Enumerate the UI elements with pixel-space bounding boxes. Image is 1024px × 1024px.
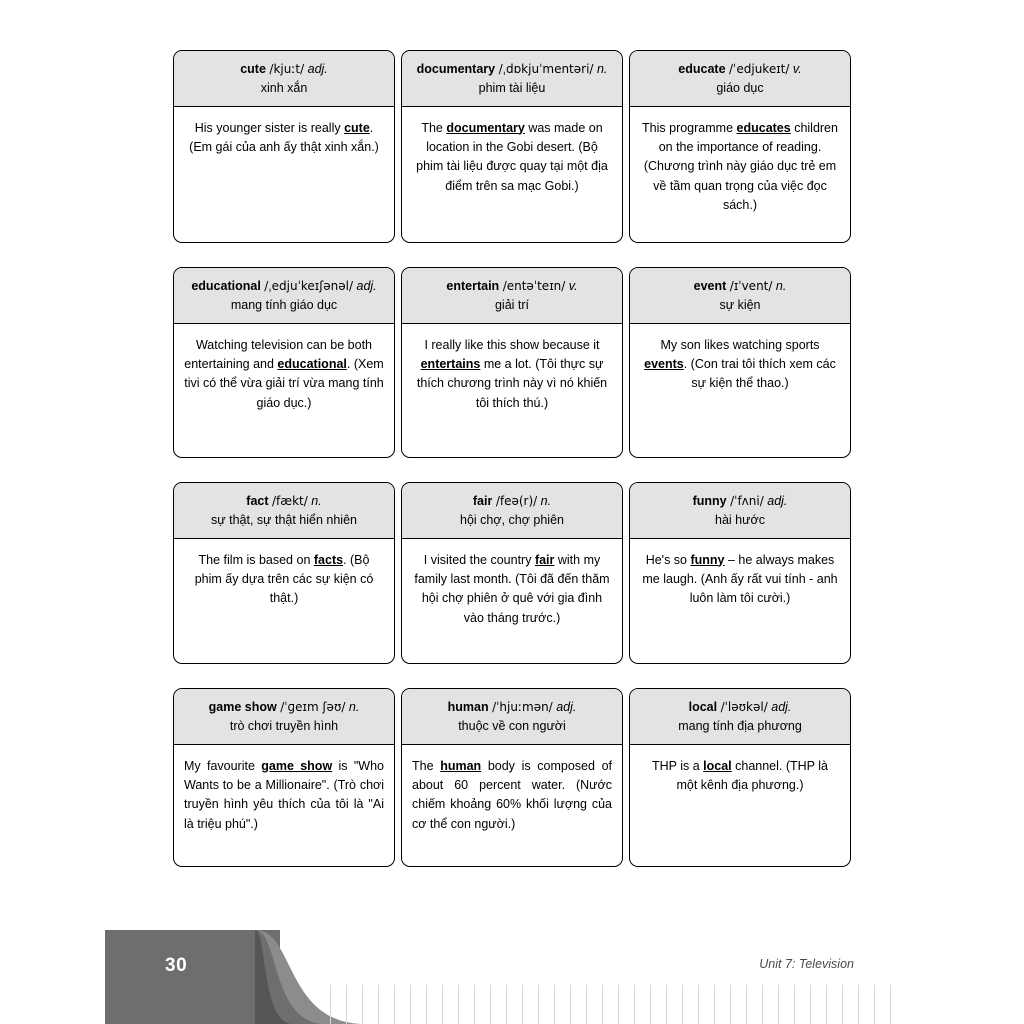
vocab-card-word-line (410, 492, 614, 510)
card-row (173, 482, 851, 664)
footer-line-decoration (330, 985, 920, 1024)
vocab-example: The documentary was made on location in the Gobi desert. (Bộ phim tài liệu được quay tại một địa điểm trên sa mạc Gobi.) (416, 120, 608, 193)
vocab-example: This programme educates children on the importance of reading. (Chương trình này giáo dục trẻ em về tầm quan trọng của việc đọc sách.) (642, 120, 838, 213)
unit-label: Unit 7: Television (759, 957, 854, 971)
vocab-card-word-line (638, 60, 842, 78)
vocab-part-of-speech: n. (596, 62, 608, 76)
vocab-part-of-speech: n. (348, 700, 360, 714)
vocab-example: The human body is composed of about 60 percent water. (Nước chiếm khoảng 60% khối lượng của cơ thể con người.) (412, 758, 612, 831)
vocab-example: He's so funny – he always makes me laugh. (Anh ấy rất vui tính - anh luôn làm tôi cười.) (642, 552, 838, 606)
vocab-card (629, 50, 851, 243)
vocab-card (629, 688, 851, 867)
vocab-part-of-speech: v. (568, 279, 578, 293)
vocab-card (401, 50, 623, 243)
vocab-ipa: /ˈfʌni/ (730, 494, 764, 508)
vocab-word: entertain (446, 279, 500, 293)
vocab-card-word-line (638, 698, 842, 716)
vocab-card-header (630, 268, 850, 324)
vocab-meaning: trò chơi truyền hình (229, 719, 339, 734)
vocab-card-header (402, 483, 622, 539)
vocab-card-word-line (182, 492, 386, 510)
vocab-part-of-speech: v. (792, 62, 802, 76)
vocab-ipa: /ˌdɒkjuˈmentəri/ (498, 62, 594, 76)
vocab-example: His younger sister is really cute. (Em gái của anh ấy thật xinh xắn.) (189, 120, 379, 154)
vocab-card (173, 267, 395, 458)
vocab-meaning: hài hước (715, 513, 765, 528)
vocab-card-header (630, 51, 850, 107)
vocab-card-header (630, 483, 850, 539)
vocab-part-of-speech: adj. (556, 700, 577, 714)
vocab-word: fair (472, 494, 493, 508)
vocab-card-header (174, 689, 394, 745)
vocab-meaning: hội chợ, chợ phiên (460, 513, 564, 528)
vocab-meaning: giáo dục (716, 81, 764, 96)
vocab-card-header (402, 268, 622, 324)
vocab-part-of-speech: n. (775, 279, 787, 293)
vocab-word: cute (240, 62, 266, 76)
vocab-word: game show (208, 700, 277, 714)
vocabulary-card-grid (173, 50, 851, 867)
vocab-meaning: giải trí (494, 298, 530, 313)
vocab-example: My son likes watching sports events. (Con trai tôi thích xem các sự kiện thể thao.) (644, 337, 836, 391)
vocab-word: local (688, 700, 718, 714)
vocab-card-header (174, 483, 394, 539)
vocab-card-word-line (638, 492, 842, 510)
vocab-card-word-line (410, 698, 614, 716)
vocab-ipa: /ˌedjuˈkeɪʃənəl/ (264, 279, 354, 293)
vocab-word: event (693, 279, 727, 293)
vocab-example: I visited the country fair with my family last month. (Tôi đã đến thăm hội chợ phiên ở quê với gia đình vào tháng trước.) (414, 552, 610, 625)
vocab-card (173, 50, 395, 243)
vocab-example: Watching television can be both entertaining and educational. (Xem tivi có thể vừa giải trí vừa mang tính giáo dục.) (184, 337, 384, 410)
vocab-example: THP is a local channel. (THP là một kênh địa phương.) (651, 758, 829, 792)
vocab-card-word-line (182, 277, 386, 295)
vocab-part-of-speech: adj. (307, 62, 328, 76)
page-number: 30 (165, 955, 188, 976)
vocab-example: The film is based on facts. (Bộ phim ấy dựa trên các sự kiện có thật.) (194, 552, 374, 606)
vocab-meaning: xinh xắn (260, 81, 308, 96)
vocab-meaning: mang tính địa phương (678, 719, 802, 734)
vocab-word: documentary (416, 62, 496, 76)
vocab-card-word-line (182, 698, 386, 716)
card-row (173, 267, 851, 458)
vocab-card-header (630, 689, 850, 745)
card-row (173, 50, 851, 243)
vocab-ipa: /ˈhjuːmən/ (492, 700, 553, 714)
vocab-part-of-speech: adj. (767, 494, 788, 508)
vocab-ipa: /fækt/ (272, 494, 308, 508)
vocab-card (401, 482, 623, 664)
vocab-word: educate (678, 62, 726, 76)
vocab-card-word-line (182, 60, 386, 78)
vocab-ipa: /kjuːt/ (269, 62, 305, 76)
vocab-card (629, 482, 851, 664)
vocab-meaning: sự kiện (719, 298, 761, 313)
vocab-card (401, 688, 623, 867)
vocab-ipa: /ˈɡeɪm ʃəʊ/ (280, 700, 346, 714)
vocab-card-word-line (410, 277, 614, 295)
vocab-part-of-speech: adj. (356, 279, 377, 293)
vocab-ipa: /ɪˈvent/ (729, 279, 773, 293)
vocab-word: fact (246, 494, 269, 508)
vocab-ipa: /entəˈteɪn/ (502, 279, 566, 293)
vocab-word: human (447, 700, 489, 714)
vocab-card-header (174, 51, 394, 107)
vocab-card-word-line (638, 277, 842, 295)
footer-band (105, 930, 280, 1024)
vocab-part-of-speech: n. (540, 494, 552, 508)
vocab-part-of-speech: n. (311, 494, 322, 508)
vocab-card-header (174, 268, 394, 324)
vocab-card (629, 267, 851, 458)
vocab-card (173, 688, 395, 867)
vocab-word: funny (692, 494, 727, 508)
card-row (173, 688, 851, 867)
vocab-card (173, 482, 395, 664)
vocab-ipa: /feə(r)/ (495, 494, 538, 508)
vocab-example: My favourite game show is "Who Wants to be a Millionaire". (Trò chơi truyền hình yêu thích của tôi là "Ai là triệu phú".) (184, 758, 384, 831)
vocab-example: I really like this show because it entertains me a lot. (Tôi thực sự thích chương trình này vì nó khiến tôi thích thú.) (416, 337, 608, 410)
vocab-card-header (402, 689, 622, 745)
vocab-card (401, 267, 623, 458)
vocab-meaning: mang tính giáo dục (230, 298, 338, 313)
vocab-meaning: thuộc về con người (458, 719, 566, 734)
vocab-card-header (402, 51, 622, 107)
vocab-part-of-speech: adj. (771, 700, 792, 714)
vocab-ipa: /ˈedjukeɪt/ (729, 62, 790, 76)
vocab-meaning: sự thật, sự thật hiển nhiên (211, 513, 357, 528)
vocab-card-word-line (410, 60, 614, 78)
vocab-ipa: /ˈləʊkəl/ (720, 700, 768, 714)
vocab-word: educational (191, 279, 261, 293)
vocab-meaning: phim tài liệu (478, 81, 546, 96)
